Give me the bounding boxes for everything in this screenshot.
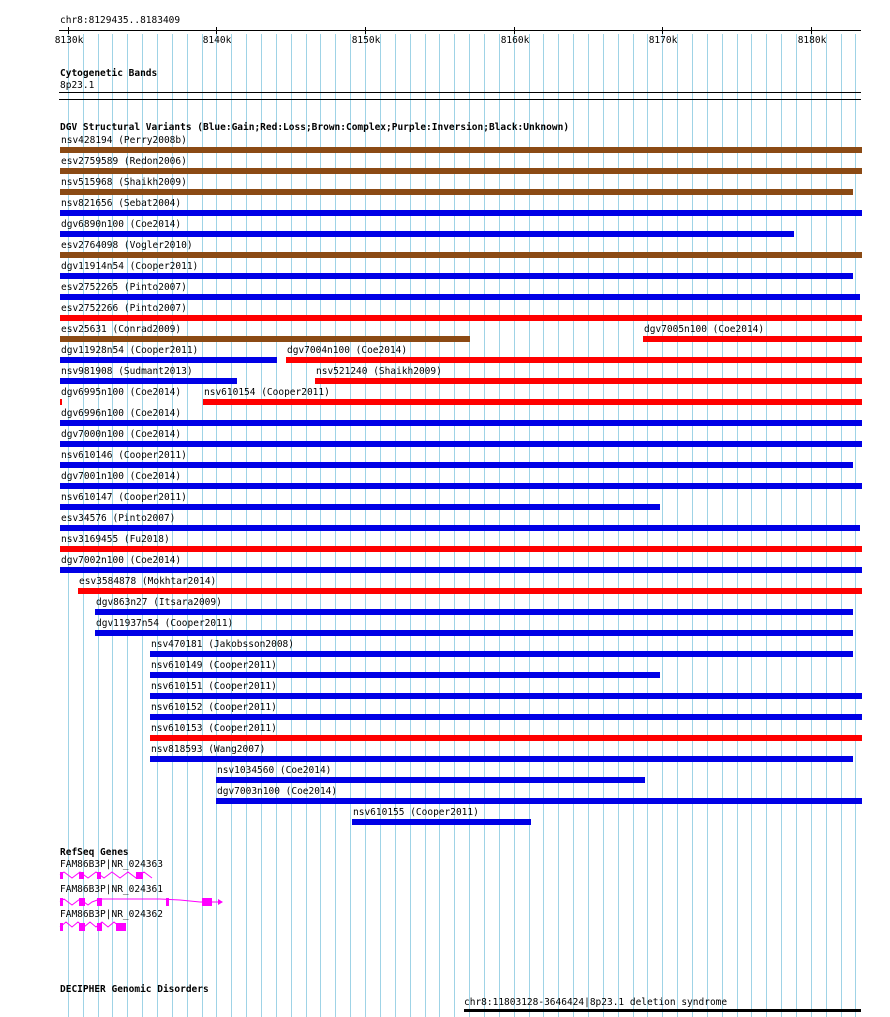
variant-label[interactable]: esv2752265 (Pinto2007) xyxy=(61,282,187,293)
decipher-feature-label[interactable]: chr8:11803128-3646424|8p23.1 deletion syndrome xyxy=(464,997,728,1008)
variant-label[interactable]: esv2752266 (Pinto2007) xyxy=(61,303,187,314)
gene-exon[interactable] xyxy=(60,898,63,906)
variant-label[interactable]: dgv7000n100 (Coe2014) xyxy=(61,429,182,440)
variant-label[interactable]: esv25631 (Conrad2009) xyxy=(61,324,182,335)
refseq-track-title[interactable]: RefSeq Genes xyxy=(60,847,129,858)
variant-label[interactable]: dgv11937n54 (Cooper2011) xyxy=(96,618,234,629)
gene-arrow xyxy=(218,899,223,905)
ruler-tick-label: 8140k xyxy=(202,35,232,46)
variant-label[interactable]: nsv3169455 (Fu2018) xyxy=(61,534,170,545)
decipher-feature-bar[interactable] xyxy=(464,1009,861,1012)
variant-label[interactable]: dgv7005n100 (Coe2014) xyxy=(644,324,765,335)
variant-label[interactable]: esv3584878 (Mokhtar2014) xyxy=(79,576,217,587)
gene-exon[interactable] xyxy=(136,872,143,879)
gene-exon[interactable] xyxy=(79,923,85,931)
gene-exon[interactable] xyxy=(116,923,126,931)
variant-label[interactable]: nsv610147 (Cooper2011) xyxy=(61,492,187,503)
variant-label[interactable]: nsv521240 (Shaikh2009) xyxy=(316,366,442,377)
ruler-tick-label: 8130k xyxy=(54,35,84,46)
gene-label[interactable]: FAM86B3P|NR_024363 xyxy=(60,859,163,870)
variant-label[interactable]: nsv610154 (Cooper2011) xyxy=(204,387,330,398)
variant-label[interactable]: nsv818593 (Wang2007) xyxy=(151,744,266,755)
gene-exon[interactable] xyxy=(79,898,85,906)
variant-label[interactable]: dgv7004n100 (Coe2014) xyxy=(287,345,408,356)
gene-exon[interactable] xyxy=(202,898,212,906)
variant-label[interactable]: nsv515968 (Shaikh2009) xyxy=(61,177,187,188)
variant-label[interactable]: dgv11914n54 (Cooper2011) xyxy=(61,261,199,272)
variant-label[interactable]: dgv11928n54 (Cooper2011) xyxy=(61,345,199,356)
variant-label[interactable]: dgv7002n100 (Coe2014) xyxy=(61,555,182,566)
variant-label[interactable]: nsv821656 (Sebat2004) xyxy=(61,198,182,209)
variant-label[interactable]: nsv610151 (Cooper2011) xyxy=(151,681,277,692)
variant-label[interactable]: nsv470181 (Jakobsson2008) xyxy=(151,639,294,650)
position-label: chr8:8129435..8183409 xyxy=(60,15,181,26)
variant-label[interactable]: nsv1034560 (Coe2014) xyxy=(217,765,332,776)
ruler-tick-label: 8170k xyxy=(648,35,678,46)
gene-exon[interactable] xyxy=(79,872,84,879)
gene-label[interactable]: FAM86B3P|NR_024362 xyxy=(60,909,163,920)
gene-exon[interactable] xyxy=(97,898,102,906)
variant-label[interactable]: esv2764098 (Vogler2010) xyxy=(61,240,193,251)
gene-label[interactable]: FAM86B3P|NR_024361 xyxy=(60,884,163,895)
gene-intron-line[interactable] xyxy=(60,922,120,927)
variant-label[interactable]: nsv610146 (Cooper2011) xyxy=(61,450,187,461)
ruler-tick-label: 8180k xyxy=(797,35,827,46)
variant-label[interactable]: dgv863n27 (Itsara2009) xyxy=(96,597,222,608)
variant-label[interactable]: dgv7003n100 (Coe2014) xyxy=(217,786,338,797)
decipher-track-title[interactable]: DECIPHER Genomic Disorders xyxy=(60,984,209,995)
ruler-tick-label: 8160k xyxy=(500,35,530,46)
gene-exon[interactable] xyxy=(166,898,169,906)
dgv-track-title[interactable]: DGV Structural Variants (Blue:Gain;Red:Loss;Brown:Complex;Purple:Inversion;Black:Unknown) xyxy=(60,122,570,133)
ruler-tick-label: 8150k xyxy=(351,35,381,46)
variant-label[interactable]: dgv6995n100 (Coe2014) xyxy=(61,387,182,398)
variant-label[interactable]: nsv610153 (Cooper2011) xyxy=(151,723,277,734)
gene-exon[interactable] xyxy=(60,923,63,931)
variant-label[interactable]: nsv610155 (Cooper2011) xyxy=(353,807,479,818)
variant-label[interactable]: nsv610149 (Cooper2011) xyxy=(151,660,277,671)
variant-label[interactable]: nsv981908 (Sudmant2013) xyxy=(61,366,193,377)
cytogenetic-band-label: 8p23.1 xyxy=(60,80,95,91)
cytogenetic-track-title[interactable]: Cytogenetic Bands xyxy=(60,68,158,79)
variant-label[interactable]: dgv6890n100 (Coe2014) xyxy=(61,219,182,230)
variant-label[interactable]: nsv428194 (Perry2008b) xyxy=(61,135,187,146)
variant-label[interactable]: nsv610152 (Cooper2011) xyxy=(151,702,277,713)
variant-label[interactable]: dgv6996n100 (Coe2014) xyxy=(61,408,182,419)
gene-exon[interactable] xyxy=(60,872,63,879)
variant-label[interactable]: esv34576 (Pinto2007) xyxy=(61,513,176,524)
gene-exon[interactable] xyxy=(97,923,102,931)
variant-label[interactable]: dgv7001n100 (Coe2014) xyxy=(61,471,182,482)
gene-exon[interactable] xyxy=(97,872,101,879)
variant-label[interactable]: esv2759589 (Redon2006) xyxy=(61,156,187,167)
